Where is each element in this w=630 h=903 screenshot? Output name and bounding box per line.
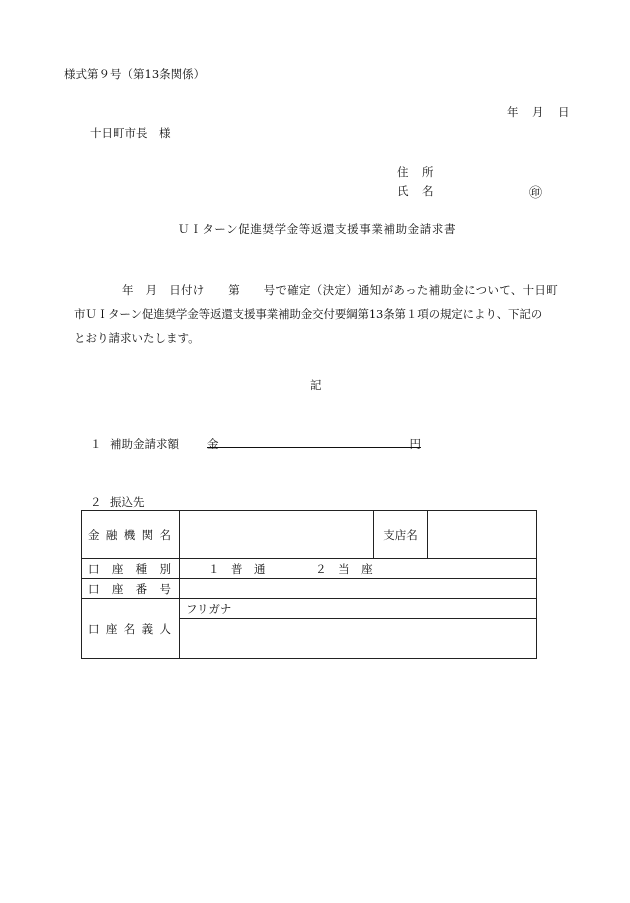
body-line-2: 市ＵＩターン促進奨学金等返還支援事業補助金交付要綱第13条第１項の規定により、下記の [74, 307, 543, 321]
seal-mark: ㊞ [529, 186, 543, 201]
account-holder-label-char: 座 [105, 621, 118, 636]
account-number-label-char: 座 [111, 581, 124, 596]
bank-name-header [82, 511, 180, 559]
body-line-1: 年 月 日付け 第 号で確定（決定）通知があった補助金について、十日町 [122, 283, 559, 297]
form-number: 様式第９号（第13条関係） [64, 67, 206, 81]
bank-name-label-char: 機 [123, 527, 136, 542]
addressee: 十日町市長 様 [90, 126, 171, 140]
item2-label: 振込先 [110, 495, 145, 509]
bank-name-label-char: 名 [159, 527, 171, 542]
account-holder-cell[interactable] [180, 619, 537, 659]
body-paragraph [74, 278, 576, 350]
furigana-cell[interactable] [180, 599, 537, 619]
ki-heading: 記 [310, 378, 322, 392]
furigana-label: フリガナ [186, 601, 232, 616]
account-type-label-char: 座 [111, 561, 124, 576]
account-holder-label [82, 621, 179, 637]
amount-suffix: 円 [409, 437, 421, 451]
body-line-3: とおり請求いたします。 [74, 331, 200, 345]
table-row [82, 579, 537, 599]
bank-name-label [82, 527, 179, 543]
account-type-label [82, 561, 179, 577]
account-holder-label-char: 名 [123, 621, 136, 636]
account-number-label-char: 口 [88, 581, 100, 596]
account-holder-label-char: 義 [141, 621, 154, 636]
amount-field[interactable] [207, 437, 421, 451]
account-holder-label-char: 人 [159, 621, 171, 636]
account-holder-header [82, 599, 180, 659]
item1-label: 補助金請求額 [110, 437, 179, 451]
account-type-option-current[interactable]: ２ 当 座 [315, 561, 373, 576]
amount-prefix: 金 [207, 437, 219, 451]
account-holder-label-char: 口 [88, 621, 100, 636]
bank-name-cell[interactable] [180, 511, 374, 559]
account-type-option-ordinary[interactable]: １ 普 通 [208, 561, 266, 576]
account-type-label-char: 別 [159, 561, 171, 576]
name-label: 氏 名 [397, 184, 435, 198]
account-number-label-char: 番 [135, 581, 148, 596]
bank-name-label-char: 関 [141, 527, 154, 542]
table-row [82, 559, 537, 579]
account-type-label-char: 口 [88, 561, 100, 576]
date-month-label: 月 [532, 105, 544, 119]
account-number-cell[interactable] [180, 579, 537, 599]
item1-number: １ [90, 437, 102, 451]
document-title: ＵＩターン促進奨学金等返還支援事業補助金請求書 [178, 222, 457, 236]
table-row [82, 599, 537, 619]
date-year-label: 年 [507, 105, 519, 119]
bank-account-table [81, 510, 537, 659]
table-row [82, 511, 537, 559]
account-number-label-char: 号 [159, 581, 171, 596]
account-type-cell[interactable] [180, 559, 537, 579]
branch-cell[interactable] [428, 511, 537, 559]
item2-number: ２ [90, 495, 102, 509]
date-day-label: 日 [558, 105, 570, 119]
account-type-header [82, 559, 180, 579]
account-number-header [82, 579, 180, 599]
bank-name-label-char: 融 [105, 527, 118, 542]
branch-header: 支店名 [374, 511, 428, 559]
bank-name-label-char: 金 [88, 527, 100, 542]
account-type-label-char: 種 [135, 561, 148, 576]
account-number-label [82, 581, 179, 597]
address-label: 住 所 [397, 165, 435, 179]
